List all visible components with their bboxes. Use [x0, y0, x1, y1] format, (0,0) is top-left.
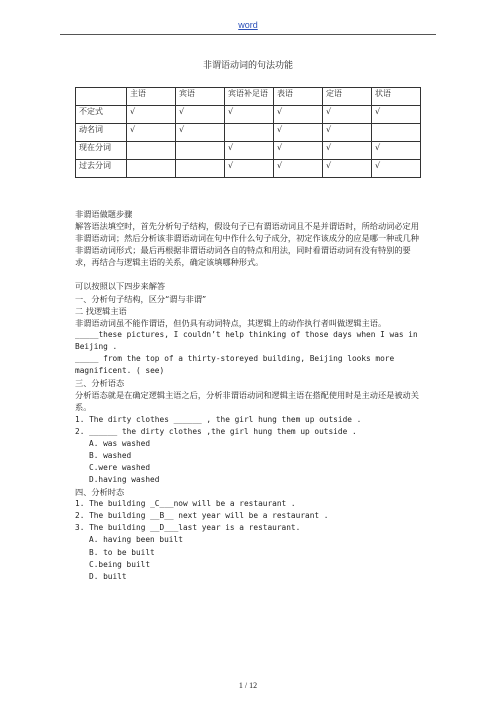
table-header-cell: 状语: [372, 88, 421, 106]
table-cell: [176, 160, 225, 178]
table-header-row: [76, 88, 421, 106]
step3-text: 分析语态就是在确定逻辑主语之后，分析非谓语动词和逻辑主语在搭配使用时是主动还是被动关系。: [75, 390, 419, 413]
table-row: [76, 124, 421, 142]
table-row: [76, 106, 421, 124]
page-title: 非谓语动词的句法功能: [202, 61, 293, 71]
step2-example: _____these pictures, I couldn’t help thinking of those days when I was in Beijing .: [75, 329, 418, 351]
step4-heading: 四、分析时态: [75, 487, 125, 498]
step3-question: 1. The dirty clothes ______ , the girl hung them up outside .: [75, 414, 362, 424]
table-row: [76, 160, 421, 178]
step4-option: D. built: [89, 571, 127, 581]
step4-option: B. to be built: [89, 547, 155, 557]
step4-question: 1. The building _C___now will be a restaurant .: [75, 499, 296, 509]
step4-option: C.being built: [89, 559, 151, 569]
table-cell: √: [323, 160, 372, 178]
step4-question: 3. The building __D___last year is a restaurant.: [75, 523, 301, 533]
step3-option: C.were washed: [89, 462, 151, 472]
table-cell: [127, 142, 176, 160]
step2-heading: 二 找逻辑主语: [75, 305, 127, 316]
table-cell: 不定式: [76, 106, 127, 124]
table-header-cell: 定语: [323, 88, 372, 106]
table-header-cell: 表语: [274, 88, 323, 106]
table-cell: √: [225, 142, 274, 160]
table-cell: √: [274, 124, 323, 142]
page-number: 1 / 12: [238, 681, 258, 690]
section-title: 非谓语做题步骤: [75, 209, 133, 219]
table-cell: √: [127, 124, 176, 142]
step2-example: _____ from the top of a thirty-storeyed building, Beijing looks more magnificent. ( see): [75, 354, 395, 376]
table-cell: 过去分词: [76, 160, 127, 178]
table-cell: [127, 160, 176, 178]
table-header-cell: 宾语: [176, 88, 225, 106]
table-cell: √: [372, 142, 421, 160]
table-cell: 现在分词: [76, 142, 127, 160]
step4-option: A. having been built: [89, 535, 183, 545]
step3-question: 2. ______ the dirty clothes ,the girl hung them up outside .: [75, 426, 357, 436]
table-cell: [225, 124, 274, 142]
table-cell: √: [323, 142, 372, 160]
table-cell: √: [274, 160, 323, 178]
table-cell: √: [274, 106, 323, 124]
table-cell: √: [176, 124, 225, 142]
table-cell: √: [323, 124, 372, 142]
table-cell: √: [274, 142, 323, 160]
table-cell: √: [176, 106, 225, 124]
table-cell: [372, 124, 421, 142]
table-cell: √: [323, 106, 372, 124]
table-cell: √: [225, 160, 274, 178]
header-divider: [60, 34, 436, 35]
step4-question: 2. The building __B__ next year will be a restaurant .: [75, 511, 329, 521]
header-link[interactable]: word: [238, 20, 258, 30]
table-cell: 动名词: [76, 124, 127, 142]
table-cell: √: [372, 160, 421, 178]
step3-option: D.having washed: [89, 474, 160, 484]
spacer: [75, 268, 421, 280]
step2-text: 非谓语动词虽不能作谓语，但仍具有动词特点，其逻辑上的动作执行者叫做逻辑主语。: [75, 317, 387, 328]
step3-option: A. was washed: [89, 438, 151, 448]
document-body: [75, 208, 421, 583]
step3-option: B. washed: [89, 450, 132, 460]
table-cell: [176, 142, 225, 160]
table-header-cell: 宾语补足语: [225, 88, 274, 106]
function-table: [75, 87, 421, 178]
table-row: [76, 142, 421, 160]
table-cell: √: [127, 106, 176, 124]
step3-heading: 三、分析语态: [75, 378, 125, 389]
intro-paragraph: 解答语法填空时，首先分析句子结构，假设句子已有谓语动词且不是并谓语时，所给动词必定用非谓语动词；然后分析该非谓语动词在句中作什么句子成分，初定作该成分的应是哪一种或几种非谓语动词形式；最后再根据非谓语动词各自的特点和用法，同时看谓语动词有没有特别的要求，再结合与逻辑主语的关系，确定该填哪种形式。: [75, 221, 419, 268]
table-cell: √: [225, 106, 274, 124]
table-header-cell: [76, 88, 127, 106]
table-header-cell: 主语: [127, 88, 176, 106]
steps-intro: 可以按照以下四步来解答: [75, 281, 166, 292]
step1-heading: 一、分析句子结构，区分“谓与非谓”: [75, 293, 207, 304]
table-cell: √: [372, 106, 421, 124]
